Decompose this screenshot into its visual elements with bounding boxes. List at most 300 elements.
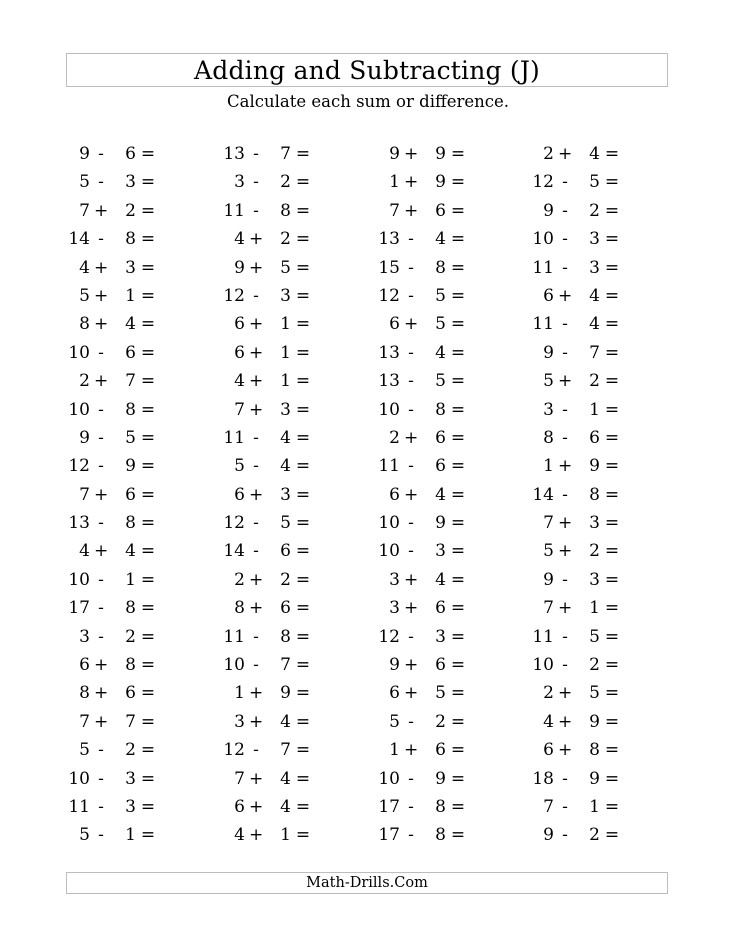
problem-operand-2: 9: [589, 456, 600, 477]
problem-operand-1: 3: [389, 598, 400, 619]
problem: [528, 793, 638, 821]
problem-operator: +: [249, 342, 264, 363]
problem: [219, 708, 329, 736]
problem-operator: +: [558, 711, 573, 732]
problem-operator: +: [94, 655, 109, 676]
problem-operator: +: [404, 172, 419, 193]
worksheet-title: Adding and Subtracting (J): [193, 55, 541, 85]
problem-equals: =: [140, 484, 156, 505]
problem-operand-2: 9: [589, 711, 600, 732]
problem-operand-1: 12: [378, 285, 400, 306]
problem: [374, 566, 484, 594]
problem: [528, 452, 638, 480]
problem-operator: -: [562, 314, 568, 335]
problem-operand-2: 2: [280, 172, 291, 193]
problem-operator: +: [94, 484, 109, 505]
problem: [64, 424, 174, 452]
problem-operator: -: [562, 626, 568, 647]
problem-row: [0, 765, 736, 793]
problem-operand-1: 10: [223, 655, 245, 676]
problem: [219, 821, 329, 849]
problem-equals: =: [450, 796, 466, 817]
problem-equals: =: [295, 342, 311, 363]
problem-operand-2: 8: [589, 740, 600, 761]
footer-brand: Math-Drills.Com: [306, 875, 428, 891]
problem-equals: =: [450, 427, 466, 448]
problem-equals: =: [295, 257, 311, 278]
problem-equals: =: [295, 456, 311, 477]
problem: [374, 367, 484, 395]
problem-operator: +: [249, 683, 264, 704]
problem-equals: =: [450, 513, 466, 534]
problem-equals: =: [450, 740, 466, 761]
problem: [528, 651, 638, 679]
problem-operator: +: [558, 285, 573, 306]
problem-operand-2: 7: [280, 655, 291, 676]
problem-operand-1: 5: [79, 825, 90, 846]
problem-operator: -: [408, 456, 414, 477]
problem-operand-1: 14: [68, 229, 90, 250]
problem-operand-2: 6: [435, 427, 446, 448]
problem-operand-1: 7: [389, 200, 400, 221]
problem-row: [0, 708, 736, 736]
problem-operand-2: 9: [435, 172, 446, 193]
problem: [219, 140, 329, 168]
problem: [374, 197, 484, 225]
problem-operand-2: 5: [435, 683, 446, 704]
problem-operator: -: [98, 456, 104, 477]
problem-operand-2: 6: [125, 342, 136, 363]
problem-operand-1: 12: [532, 172, 554, 193]
problem-equals: =: [604, 200, 620, 221]
problem-equals: =: [604, 683, 620, 704]
worksheet-instructions: Calculate each sum or difference.: [227, 92, 509, 111]
problem-operand-1: 4: [543, 711, 554, 732]
problem-equals: =: [295, 796, 311, 817]
problem-operand-1: 8: [543, 427, 554, 448]
problem-equals: =: [604, 740, 620, 761]
problem-operand-1: 11: [223, 626, 245, 647]
problem-operator: -: [253, 427, 259, 448]
problem-operand-2: 2: [589, 541, 600, 562]
problem: [374, 140, 484, 168]
problem-operand-1: 11: [532, 314, 554, 335]
problem-operand-2: 3: [125, 172, 136, 193]
problem-operand-1: 2: [543, 144, 554, 164]
problem-operand-1: 6: [79, 655, 90, 676]
problem: [64, 481, 174, 509]
problem: [374, 310, 484, 338]
problem-operand-1: 5: [79, 172, 90, 193]
problem-row: [0, 168, 736, 196]
problem-operand-2: 4: [280, 456, 291, 477]
problem: [374, 708, 484, 736]
problem-equals: =: [604, 456, 620, 477]
problem-row: [0, 594, 736, 622]
title-box: [66, 53, 668, 87]
problem-operand-2: 2: [125, 626, 136, 647]
problem-operand-1: 5: [543, 541, 554, 562]
problem-operand-2: 1: [125, 569, 136, 590]
problem-equals: =: [604, 825, 620, 846]
problem-operand-1: 7: [79, 484, 90, 505]
problem-operand-2: 5: [280, 513, 291, 534]
problem-operand-2: 8: [435, 825, 446, 846]
problem-operand-2: 4: [280, 796, 291, 817]
problem-operator: +: [404, 569, 419, 590]
problem: [528, 821, 638, 849]
problem-operator: +: [558, 598, 573, 619]
problem-operator: -: [98, 796, 104, 817]
problem-row: [0, 452, 736, 480]
problem-row: [0, 537, 736, 565]
problem-row: [0, 282, 736, 310]
problem-operator: +: [249, 569, 264, 590]
problem-operand-2: 6: [435, 655, 446, 676]
problem-equals: =: [604, 144, 620, 164]
problem-operand-2: 8: [125, 598, 136, 619]
problem-operator: +: [94, 541, 109, 562]
problem-operator: +: [404, 427, 419, 448]
problem-equals: =: [450, 314, 466, 335]
problem: [219, 509, 329, 537]
problem: [219, 481, 329, 509]
problem: [528, 424, 638, 452]
problem-equals: =: [295, 484, 311, 505]
problem-equals: =: [140, 172, 156, 193]
problem-operand-1: 13: [378, 371, 400, 392]
problem-operand-1: 15: [378, 257, 400, 278]
problem: [219, 367, 329, 395]
problem-operand-1: 6: [389, 314, 400, 335]
problem-operator: +: [94, 711, 109, 732]
problem-operand-1: 4: [79, 541, 90, 562]
problem-equals: =: [604, 513, 620, 534]
problem-grid: [0, 140, 736, 850]
problem: [219, 537, 329, 565]
problem: [374, 594, 484, 622]
problem: [374, 481, 484, 509]
problem-operand-2: 9: [435, 513, 446, 534]
problem-operand-2: 1: [280, 825, 291, 846]
problem: [374, 509, 484, 537]
footer-box: [66, 872, 668, 894]
problem-equals: =: [140, 144, 156, 164]
problem: [64, 623, 174, 651]
problem: [219, 197, 329, 225]
problem-equals: =: [604, 655, 620, 676]
problem: [374, 282, 484, 310]
problem: [64, 310, 174, 338]
problem-equals: =: [140, 711, 156, 732]
problem-operator: -: [98, 569, 104, 590]
problem: [528, 736, 638, 764]
problem-equals: =: [450, 626, 466, 647]
problem: [219, 765, 329, 793]
problem: [528, 708, 638, 736]
problem-operator: -: [253, 144, 259, 164]
problem-equals: =: [295, 229, 311, 250]
problem-operand-1: 6: [543, 740, 554, 761]
problem-operand-1: 1: [389, 740, 400, 761]
problem-operand-1: 10: [378, 513, 400, 534]
problem: [64, 452, 174, 480]
problem: [64, 225, 174, 253]
problem-operand-1: 3: [234, 172, 245, 193]
problem-row: [0, 566, 736, 594]
problem-operand-1: 9: [79, 427, 90, 448]
problem-operand-1: 10: [532, 229, 554, 250]
problem: [374, 821, 484, 849]
problem-operand-1: 1: [543, 456, 554, 477]
problem-operand-2: 8: [280, 626, 291, 647]
problem-equals: =: [295, 285, 311, 306]
problem-operator: +: [558, 541, 573, 562]
problem: [219, 310, 329, 338]
problem-operand-1: 9: [543, 200, 554, 221]
problem-operand-1: 3: [543, 399, 554, 420]
problem-equals: =: [604, 285, 620, 306]
problem-row: [0, 679, 736, 707]
problem-equals: =: [604, 598, 620, 619]
problem-operand-2: 2: [280, 229, 291, 250]
problem-operator: -: [408, 342, 414, 363]
problem-operand-2: 4: [280, 711, 291, 732]
problem-operator: +: [558, 513, 573, 534]
problem-row: [0, 396, 736, 424]
problem-operand-2: 3: [125, 796, 136, 817]
problem: [219, 282, 329, 310]
problem-operand-1: 9: [389, 655, 400, 676]
problem-operator: -: [562, 257, 568, 278]
problem-operator: -: [408, 285, 414, 306]
problem-operand-2: 5: [589, 626, 600, 647]
problem-operator: -: [253, 626, 259, 647]
problem-equals: =: [295, 541, 311, 562]
problem-equals: =: [140, 655, 156, 676]
problem-operand-2: 4: [125, 541, 136, 562]
problem: [374, 651, 484, 679]
problem-operand-2: 7: [589, 342, 600, 363]
problem-operator: -: [408, 399, 414, 420]
problem-operator: -: [253, 740, 259, 761]
problem-operand-2: 6: [125, 484, 136, 505]
problem-equals: =: [604, 399, 620, 420]
problem-operand-1: 6: [234, 314, 245, 335]
problem: [528, 225, 638, 253]
problem-operand-1: 14: [223, 541, 245, 562]
problem-equals: =: [450, 371, 466, 392]
problem-operand-1: 7: [543, 513, 554, 534]
problem-operand-2: 3: [280, 484, 291, 505]
problem: [219, 424, 329, 452]
problem-equals: =: [604, 484, 620, 505]
problem-operator: +: [249, 825, 264, 846]
problem-operator: +: [249, 598, 264, 619]
problem-operand-2: 8: [280, 200, 291, 221]
problem-row: [0, 225, 736, 253]
problem-operand-1: 11: [223, 427, 245, 448]
problem-operand-1: 13: [223, 144, 245, 164]
problem: [528, 197, 638, 225]
problem-operator: +: [404, 683, 419, 704]
problem-operator: +: [404, 655, 419, 676]
problem-equals: =: [604, 796, 620, 817]
problem-equals: =: [140, 399, 156, 420]
problem-equals: =: [450, 711, 466, 732]
problem-operand-1: 10: [68, 399, 90, 420]
problem-equals: =: [295, 172, 311, 193]
problem-operand-1: 3: [234, 711, 245, 732]
problem-operator: -: [408, 626, 414, 647]
problem-equals: =: [295, 513, 311, 534]
problem: [528, 679, 638, 707]
problem-operand-1: 9: [79, 144, 90, 164]
problem-equals: =: [295, 569, 311, 590]
problem: [219, 339, 329, 367]
problem: [219, 594, 329, 622]
problem-operand-2: 6: [435, 200, 446, 221]
problem-operand-1: 5: [543, 371, 554, 392]
problem-operator: +: [249, 768, 264, 789]
problem-operand-1: 6: [234, 484, 245, 505]
problem-equals: =: [450, 825, 466, 846]
problem-operand-1: 6: [389, 683, 400, 704]
problem-equals: =: [295, 655, 311, 676]
problem: [219, 566, 329, 594]
problem-operator: -: [253, 285, 259, 306]
problem: [374, 168, 484, 196]
problem-operator: -: [562, 825, 568, 846]
problem: [64, 736, 174, 764]
problem: [219, 452, 329, 480]
problem-operator: -: [408, 796, 414, 817]
problem-operand-2: 7: [125, 711, 136, 732]
problem-operand-2: 3: [435, 541, 446, 562]
problem-row: [0, 424, 736, 452]
problem-operand-1: 3: [79, 626, 90, 647]
problem-equals: =: [604, 257, 620, 278]
problem: [64, 509, 174, 537]
problem-equals: =: [140, 598, 156, 619]
problem-operand-1: 10: [68, 768, 90, 789]
problem-operator: -: [253, 655, 259, 676]
problem-operand-2: 5: [435, 314, 446, 335]
problem-operator: +: [94, 285, 109, 306]
problem-operand-2: 6: [280, 541, 291, 562]
problem: [64, 197, 174, 225]
problem-operand-1: 6: [543, 285, 554, 306]
problem: [374, 736, 484, 764]
problem-operand-1: 9: [234, 257, 245, 278]
problem-equals: =: [140, 825, 156, 846]
problem-operand-2: 9: [435, 144, 446, 164]
problem: [219, 168, 329, 196]
problem-operator: +: [404, 200, 419, 221]
problem: [374, 679, 484, 707]
problem-operand-1: 3: [389, 569, 400, 590]
problem-operator: -: [408, 711, 414, 732]
problem: [64, 679, 174, 707]
problem-equals: =: [140, 371, 156, 392]
problem-operand-2: 4: [435, 569, 446, 590]
problem: [528, 254, 638, 282]
problem-equals: =: [140, 456, 156, 477]
problem-operator: -: [562, 200, 568, 221]
problem-operand-2: 7: [125, 371, 136, 392]
problem-operand-2: 8: [125, 399, 136, 420]
problem-operator: -: [562, 768, 568, 789]
problem-operand-1: 2: [234, 569, 245, 590]
problem-equals: =: [604, 768, 620, 789]
problem-operand-1: 1: [234, 683, 245, 704]
problem-operator: +: [249, 796, 264, 817]
problem-operand-1: 17: [378, 796, 400, 817]
problem-operator: -: [562, 796, 568, 817]
problem-operand-1: 10: [68, 569, 90, 590]
problem-equals: =: [140, 285, 156, 306]
problem-operand-2: 9: [280, 683, 291, 704]
problem-operand-2: 2: [125, 200, 136, 221]
problem: [374, 793, 484, 821]
problem-operand-2: 8: [435, 257, 446, 278]
problem-operand-2: 6: [280, 598, 291, 619]
problem-operator: -: [98, 144, 104, 164]
problem-operator: -: [98, 427, 104, 448]
problem-operand-2: 8: [589, 484, 600, 505]
problem-operator: +: [249, 257, 264, 278]
problem-equals: =: [450, 484, 466, 505]
problem: [374, 424, 484, 452]
problem-operator: +: [249, 314, 264, 335]
problem: [528, 537, 638, 565]
problem-row: [0, 481, 736, 509]
problem-operator: +: [558, 456, 573, 477]
problem-operator: -: [98, 172, 104, 193]
problem-operand-1: 9: [389, 144, 400, 164]
problem-operand-1: 4: [234, 825, 245, 846]
problem-operand-1: 8: [79, 683, 90, 704]
problem: [64, 537, 174, 565]
problem-equals: =: [295, 598, 311, 619]
problem-equals: =: [140, 229, 156, 250]
problem-operand-2: 2: [589, 825, 600, 846]
problem-operand-2: 3: [435, 626, 446, 647]
problem: [64, 168, 174, 196]
problem-equals: =: [140, 626, 156, 647]
problem: [219, 679, 329, 707]
problem-operand-1: 7: [543, 796, 554, 817]
problem-operand-1: 18: [532, 768, 554, 789]
problem: [374, 537, 484, 565]
problem-operand-2: 2: [435, 711, 446, 732]
problem-equals: =: [604, 229, 620, 250]
problem-equals: =: [140, 257, 156, 278]
problem-operand-2: 3: [125, 257, 136, 278]
problem: [64, 339, 174, 367]
problem-operand-2: 4: [589, 314, 600, 335]
problem-equals: =: [604, 711, 620, 732]
problem: [64, 765, 174, 793]
problem-operand-1: 13: [68, 513, 90, 534]
problem: [219, 225, 329, 253]
problem-equals: =: [140, 513, 156, 534]
problem-operand-1: 9: [543, 825, 554, 846]
problem: [528, 566, 638, 594]
problem-operand-2: 5: [435, 285, 446, 306]
problem-operand-1: 9: [543, 569, 554, 590]
problem: [528, 481, 638, 509]
